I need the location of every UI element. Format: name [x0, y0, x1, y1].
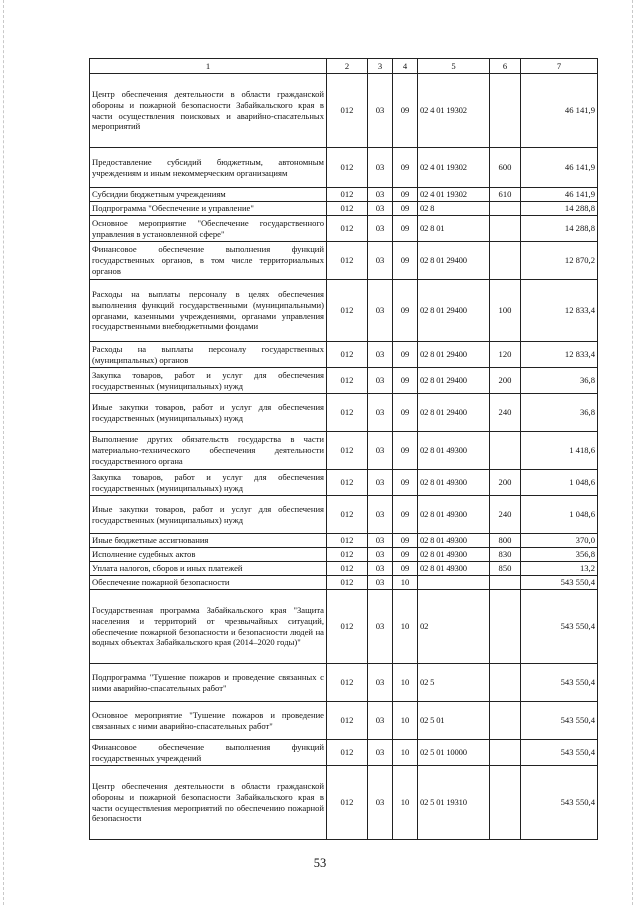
row-name: Финансовое обеспечение выполнения функций государственных органов, в том числе территориальных органов: [90, 242, 327, 280]
row-ministry-code: 012: [327, 562, 368, 576]
row-section-code: 03: [368, 766, 393, 840]
table-row: [90, 74, 598, 148]
row-target-code: 02 8 01 49300: [418, 496, 490, 534]
row-section-code: 03: [368, 590, 393, 664]
row-ministry-code: 012: [327, 394, 368, 432]
row-name: Иные бюджетные ассигнования: [90, 534, 327, 548]
row-subsection-code: 09: [393, 216, 418, 242]
row-ministry-code: 012: [327, 702, 368, 740]
row-target-code: 02 8: [418, 202, 490, 216]
row-name: Подпрограмма "Обеспечение и управление": [90, 202, 327, 216]
row-ministry-code: 012: [327, 342, 368, 368]
row-name: Иные закупки товаров, работ и услуг для обеспечения государственных (муниципальных) нужд: [90, 496, 327, 534]
header-col-6: 6: [490, 59, 521, 74]
row-subsection-code: 09: [393, 470, 418, 496]
row-subsection-code: 09: [393, 562, 418, 576]
row-amount: 543 550,4: [521, 576, 598, 590]
row-expense-type: [490, 432, 521, 470]
row-subsection-code: 10: [393, 702, 418, 740]
header-col-5: 5: [418, 59, 490, 74]
row-section-code: 03: [368, 702, 393, 740]
row-amount: 46 141,9: [521, 188, 598, 202]
table-row: [90, 470, 598, 496]
row-name: Закупка товаров, работ и услуг для обеспечения государственных (муниципальных) нужд: [90, 470, 327, 496]
row-subsection-code: 09: [393, 202, 418, 216]
row-name: Подпрограмма "Тушение пожаров и проведение связанных с ними аварийно-спасательных работ": [90, 664, 327, 702]
row-name: Расходы на выплаты персоналу в целях обеспечения выполнения функций государственными (муниципальными) органами, казенными учреждениями, органами управления государственными внебюджетными фондами: [90, 280, 327, 342]
table-row: [90, 548, 598, 562]
row-ministry-code: 012: [327, 664, 368, 702]
row-subsection-code: 09: [393, 280, 418, 342]
table-row: [90, 242, 598, 280]
row-target-code: 02 5 01: [418, 702, 490, 740]
row-ministry-code: 012: [327, 470, 368, 496]
row-amount: 543 550,4: [521, 702, 598, 740]
row-amount: 543 550,4: [521, 664, 598, 702]
row-name: Иные закупки товаров, работ и услуг для обеспечения государственных (муниципальных) нужд: [90, 394, 327, 432]
row-expense-type: [490, 216, 521, 242]
row-subsection-code: 09: [393, 432, 418, 470]
row-ministry-code: 012: [327, 534, 368, 548]
row-section-code: 03: [368, 496, 393, 534]
row-amount: 12 833,4: [521, 280, 598, 342]
row-ministry-code: 012: [327, 576, 368, 590]
row-subsection-code: 10: [393, 766, 418, 840]
row-ministry-code: 012: [327, 740, 368, 766]
page-number: 53: [313, 856, 327, 870]
row-amount: 46 141,9: [521, 74, 598, 148]
row-ministry-code: 012: [327, 148, 368, 188]
row-expense-type: [490, 242, 521, 280]
row-subsection-code: 09: [393, 496, 418, 534]
row-expense-type: 610: [490, 188, 521, 202]
table-row: [90, 280, 598, 342]
row-subsection-code: 09: [393, 394, 418, 432]
table-row: [90, 740, 598, 766]
row-section-code: 03: [368, 342, 393, 368]
row-section-code: 03: [368, 470, 393, 496]
row-ministry-code: 012: [327, 242, 368, 280]
row-expense-type: 120: [490, 342, 521, 368]
row-name: Основное мероприятие "Тушение пожаров и проведение связанных с ними аварийно-спасательных работ": [90, 702, 327, 740]
row-amount: 543 550,4: [521, 590, 598, 664]
row-subsection-code: 10: [393, 664, 418, 702]
row-name: Государственная программа Забайкальского края "Защита населения и территорий от чрезвычайных ситуаций, обеспечение пожарной безопасности и безопасности людей на водных объектах Забайкальского края (2014–2020 годы)": [90, 590, 327, 664]
row-expense-type: [490, 576, 521, 590]
row-target-code: 02 8 01 29400: [418, 368, 490, 394]
row-section-code: 03: [368, 394, 393, 432]
row-name: Основное мероприятие "Обеспечение государственного управления в установленной сфере": [90, 216, 327, 242]
row-name: Обеспечение пожарной безопасности: [90, 576, 327, 590]
row-ministry-code: 012: [327, 432, 368, 470]
row-amount: 12 870,2: [521, 242, 598, 280]
row-subsection-code: 09: [393, 242, 418, 280]
table-row: [90, 590, 598, 664]
row-expense-type: 200: [490, 470, 521, 496]
row-target-code: 02 8 01 49300: [418, 470, 490, 496]
row-target-code: 02 5 01 19310: [418, 766, 490, 840]
row-ministry-code: 012: [327, 590, 368, 664]
row-target-code: 02 8 01 49300: [418, 534, 490, 548]
budget-table: [89, 58, 598, 840]
table-row: [90, 188, 598, 202]
row-section-code: 03: [368, 368, 393, 394]
row-section-code: 03: [368, 242, 393, 280]
row-section-code: 03: [368, 740, 393, 766]
table-header-row: [90, 59, 598, 74]
row-expense-type: [490, 74, 521, 148]
row-subsection-code: 09: [393, 342, 418, 368]
table-row: [90, 216, 598, 242]
row-target-code: 02: [418, 590, 490, 664]
row-target-code: 02 5 01 10000: [418, 740, 490, 766]
row-amount: 370,0: [521, 534, 598, 548]
row-section-code: 03: [368, 280, 393, 342]
row-subsection-code: 09: [393, 368, 418, 394]
row-section-code: 03: [368, 202, 393, 216]
table-row: [90, 534, 598, 548]
row-target-code: 02 8 01 49300: [418, 562, 490, 576]
row-subsection-code: 09: [393, 548, 418, 562]
table-row: [90, 368, 598, 394]
row-section-code: 03: [368, 74, 393, 148]
row-amount: 36,8: [521, 368, 598, 394]
row-target-code: 02 8 01 49300: [418, 548, 490, 562]
row-expense-type: 830: [490, 548, 521, 562]
table-row: [90, 394, 598, 432]
scan-edge-right: [632, 0, 634, 905]
row-target-code: 02 8 01 29400: [418, 394, 490, 432]
header-col-7: 7: [521, 59, 598, 74]
row-amount: 36,8: [521, 394, 598, 432]
table-row: [90, 496, 598, 534]
row-subsection-code: 09: [393, 534, 418, 548]
row-amount: 1 418,6: [521, 432, 598, 470]
row-amount: 543 550,4: [521, 740, 598, 766]
row-amount: 46 141,9: [521, 148, 598, 188]
row-name: Уплата налогов, сборов и иных платежей: [90, 562, 327, 576]
row-name: Исполнение судебных актов: [90, 548, 327, 562]
table-row: [90, 576, 598, 590]
row-amount: 14 288,8: [521, 216, 598, 242]
row-section-code: 03: [368, 664, 393, 702]
row-section-code: 03: [368, 562, 393, 576]
table-row: [90, 562, 598, 576]
row-name: Субсидии бюджетным учреждениям: [90, 188, 327, 202]
row-target-code: 02 4 01 19302: [418, 74, 490, 148]
row-amount: 543 550,4: [521, 766, 598, 840]
row-expense-type: [490, 702, 521, 740]
row-section-code: 03: [368, 148, 393, 188]
row-target-code: 02 8 01 49300: [418, 432, 490, 470]
table-row: [90, 664, 598, 702]
row-expense-type: [490, 740, 521, 766]
row-ministry-code: 012: [327, 496, 368, 534]
row-subsection-code: 10: [393, 576, 418, 590]
row-subsection-code: 10: [393, 740, 418, 766]
row-target-code: 02 4 01 19302: [418, 148, 490, 188]
row-ministry-code: 012: [327, 202, 368, 216]
row-ministry-code: 012: [327, 280, 368, 342]
row-expense-type: [490, 590, 521, 664]
row-section-code: 03: [368, 188, 393, 202]
table-row: [90, 766, 598, 840]
row-name: Предоставление субсидий бюджетным, автономным учреждениям и иным некоммерческим организациям: [90, 148, 327, 188]
row-amount: 1 048,6: [521, 470, 598, 496]
row-expense-type: 100: [490, 280, 521, 342]
row-section-code: 03: [368, 534, 393, 548]
header-col-1: 1: [90, 59, 327, 74]
row-subsection-code: 09: [393, 74, 418, 148]
row-name: Расходы на выплаты персоналу государственных (муниципальных) органов: [90, 342, 327, 368]
table-row: [90, 148, 598, 188]
row-expense-type: 850: [490, 562, 521, 576]
table-row: [90, 702, 598, 740]
row-expense-type: 200: [490, 368, 521, 394]
row-expense-type: 240: [490, 496, 521, 534]
row-expense-type: [490, 202, 521, 216]
header-col-2: 2: [327, 59, 368, 74]
row-expense-type: [490, 664, 521, 702]
row-expense-type: 240: [490, 394, 521, 432]
row-name: Выполнение других обязательств государства в части материально-технического обеспечения деятельности государственного органа: [90, 432, 327, 470]
row-target-code: 02 5: [418, 664, 490, 702]
row-amount: 1 048,6: [521, 496, 598, 534]
row-expense-type: 800: [490, 534, 521, 548]
row-section-code: 03: [368, 432, 393, 470]
row-ministry-code: 012: [327, 74, 368, 148]
row-name: Закупка товаров, работ и услуг для обеспечения государственных (муниципальных) нужд: [90, 368, 327, 394]
header-col-4: 4: [393, 59, 418, 74]
row-target-code: [418, 576, 490, 590]
row-name: Финансовое обеспечение выполнения функций государственных учреждений: [90, 740, 327, 766]
row-target-code: 02 8 01: [418, 216, 490, 242]
row-section-code: 03: [368, 576, 393, 590]
header-col-3: 3: [368, 59, 393, 74]
row-expense-type: [490, 766, 521, 840]
row-expense-type: 600: [490, 148, 521, 188]
row-subsection-code: 10: [393, 590, 418, 664]
row-target-code: 02 8 01 29400: [418, 342, 490, 368]
row-amount: 12 833,4: [521, 342, 598, 368]
row-section-code: 03: [368, 216, 393, 242]
row-ministry-code: 012: [327, 216, 368, 242]
row-section-code: 03: [368, 548, 393, 562]
row-target-code: 02 8 01 29400: [418, 242, 490, 280]
row-subsection-code: 09: [393, 148, 418, 188]
row-ministry-code: 012: [327, 548, 368, 562]
row-ministry-code: 012: [327, 188, 368, 202]
row-amount: 13,2: [521, 562, 598, 576]
table-row: [90, 202, 598, 216]
row-subsection-code: 09: [393, 188, 418, 202]
table-row: [90, 342, 598, 368]
row-ministry-code: 012: [327, 368, 368, 394]
row-target-code: 02 4 01 19302: [418, 188, 490, 202]
table-row: [90, 432, 598, 470]
row-amount: 356,8: [521, 548, 598, 562]
row-amount: 14 288,8: [521, 202, 598, 216]
row-ministry-code: 012: [327, 766, 368, 840]
scan-edge-left: [3, 0, 5, 905]
row-target-code: 02 8 01 29400: [418, 280, 490, 342]
row-name: Центр обеспечения деятельности в области гражданской обороны и пожарной безопасности Забайкальского края в части осуществления мероприятий по обеспечению пожарной безопасности: [90, 766, 327, 840]
table-body: [90, 74, 598, 840]
row-name: Центр обеспечения деятельности в области гражданской обороны и пожарной безопасности Забайкальского края в части осуществления поисковых и аварийно-спасательных мероприятий: [90, 74, 327, 148]
